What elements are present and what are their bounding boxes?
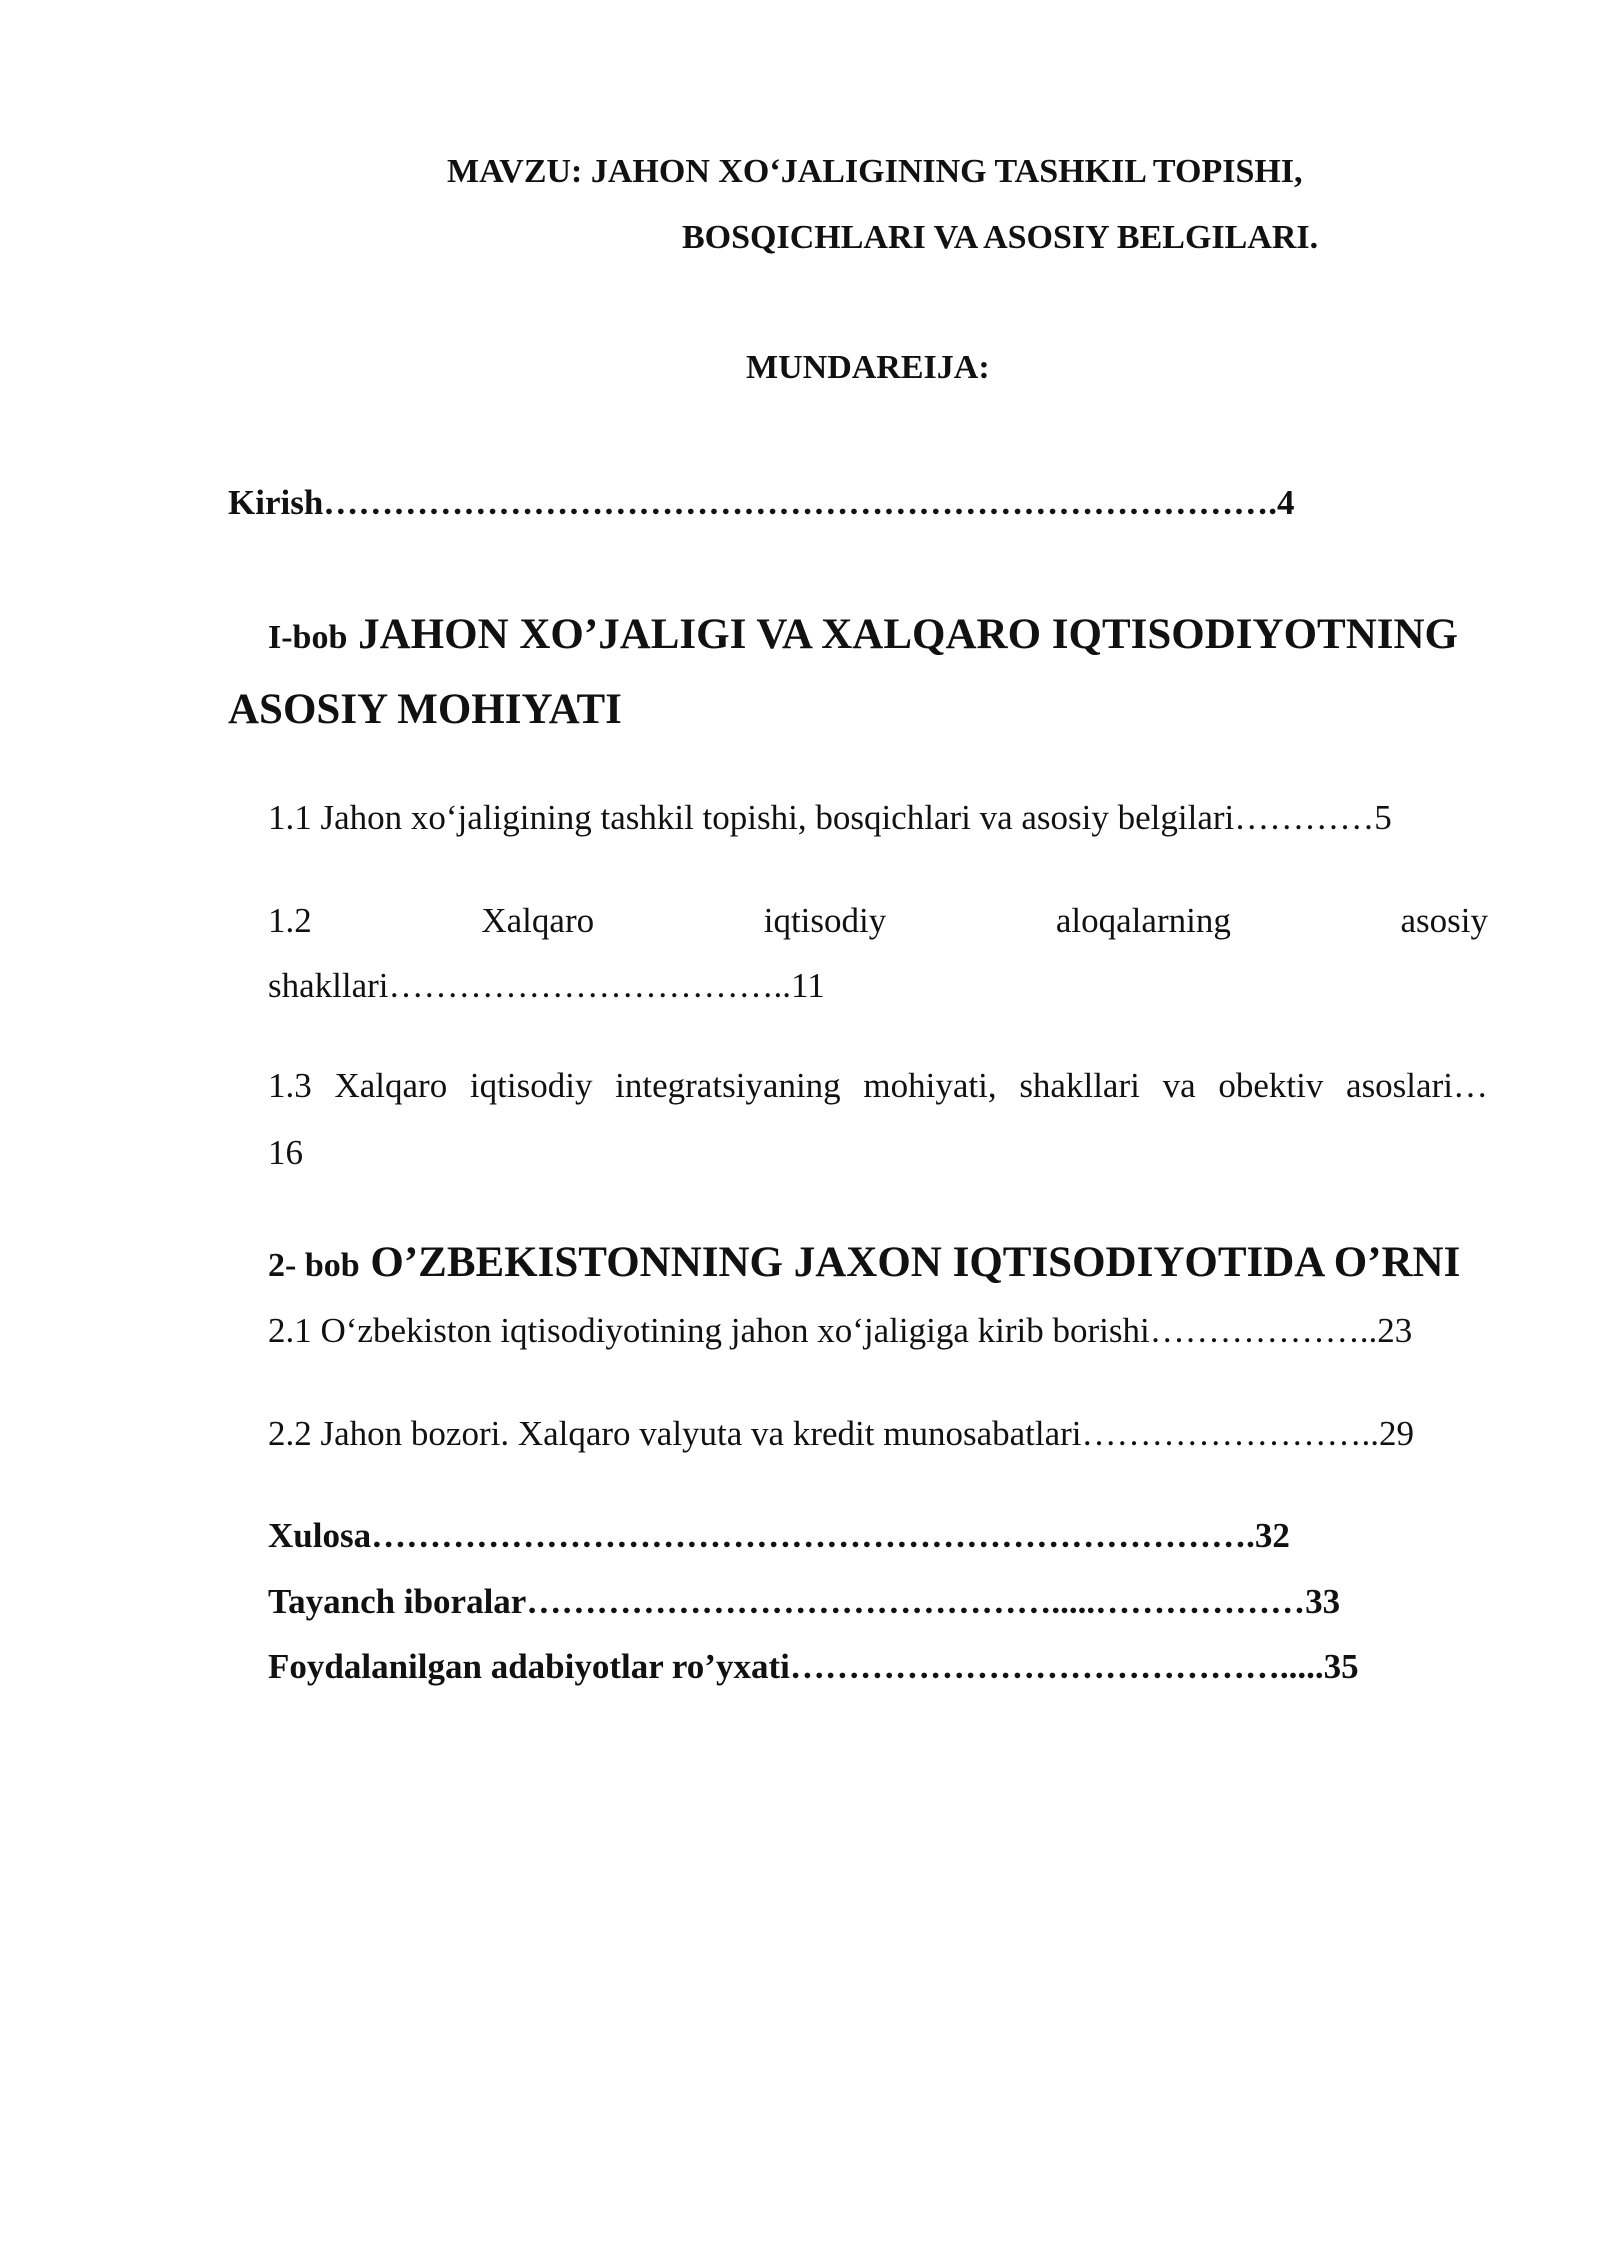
toc-entry-1-2-line-2: shakllari……………………………..11 (268, 966, 825, 1005)
toc-entry-conclusion: Xulosa………………………………………………………………….32 (268, 1516, 1290, 1555)
toc-entry-1-3-word: va (1162, 1066, 1196, 1105)
toc-entry-1-2-word: Xalqaro (481, 901, 595, 940)
toc-entry-intro: Kirish……………………………………………………………………….4 (228, 483, 1295, 522)
toc-entry-glossary: Tayanch iboralar……………………………………….....………………33 (268, 1582, 1341, 1621)
toc-entry-1-3-word: iqtisodiy (469, 1066, 593, 1105)
toc-entry-1-3-line-1 (268, 1065, 1488, 1107)
chapter-2-title: O’ZBEKISTONNING JAXON IQTISODIYOTIDA O’RNI (370, 1239, 1461, 1286)
toc-entry-2-1: 2.1 O‘zbekiston iqtisodiyotining jahon xo‘jaligiga kirib borishi………………..23 (268, 1311, 1413, 1350)
toc-entry-1-3-word: mohiyati, (863, 1066, 997, 1105)
toc-entry-1-2-line-1 (268, 900, 1488, 942)
topic-title-line-1: MAVZU: JAHON XO‘JALIGINING TASHKIL TOPISHI, (447, 153, 1303, 190)
chapter-1-title-line-2: ASOSIY MOHIYATI (228, 686, 622, 733)
chapter-2-heading (268, 1237, 1460, 1289)
chapter-1-heading (268, 609, 1458, 661)
toc-entry-1-3-word: integratsiyaning (615, 1066, 841, 1105)
toc-entry-1-3-word: 1.3 (268, 1066, 312, 1105)
toc-entry-1-2-word: iqtisodiy (763, 901, 887, 940)
toc-entry-references: Foydalanilgan adabiyotlar ro’yxati…………………………………….....35 (268, 1647, 1359, 1686)
toc-entry-1-3-line-2: 16 (268, 1133, 303, 1172)
toc-entry-1-2-word: asosiy (1400, 901, 1488, 940)
toc-entry-2-2: 2.2 Jahon bozori. Xalqaro valyuta va kredit munosabatlari……………………..29 (268, 1414, 1415, 1453)
toc-entry-1-2-word: aloqalarning (1055, 901, 1231, 940)
toc-entry-1-3-word: Xalqaro (334, 1066, 448, 1105)
topic-title-line-2: BOSQICHLARI VA ASOSIY BELGILARI. (682, 219, 1319, 256)
toc-entry-1-3-word: shakllari (1019, 1066, 1140, 1105)
chapter-1-title-line-1: JAHON XO’JALIGI VA XALQARO IQTISODIYOTNING (358, 611, 1459, 658)
toc-entry-1-1: 1.1 Jahon xo‘jaligining tashkil topishi, bosqichlari va asosiy belgilari…………5 (268, 798, 1392, 837)
toc-entry-1-3-word: obektiv (1218, 1066, 1324, 1105)
toc-entry-1-2-word: 1.2 (268, 901, 312, 940)
toc-entry-1-3-word: asoslari… (1346, 1066, 1488, 1105)
chapter-2-prefix: 2- bob (268, 1247, 360, 1284)
toc-heading: MUNDAREIJA: (746, 349, 990, 386)
chapter-1-prefix: I-bob (268, 619, 348, 656)
